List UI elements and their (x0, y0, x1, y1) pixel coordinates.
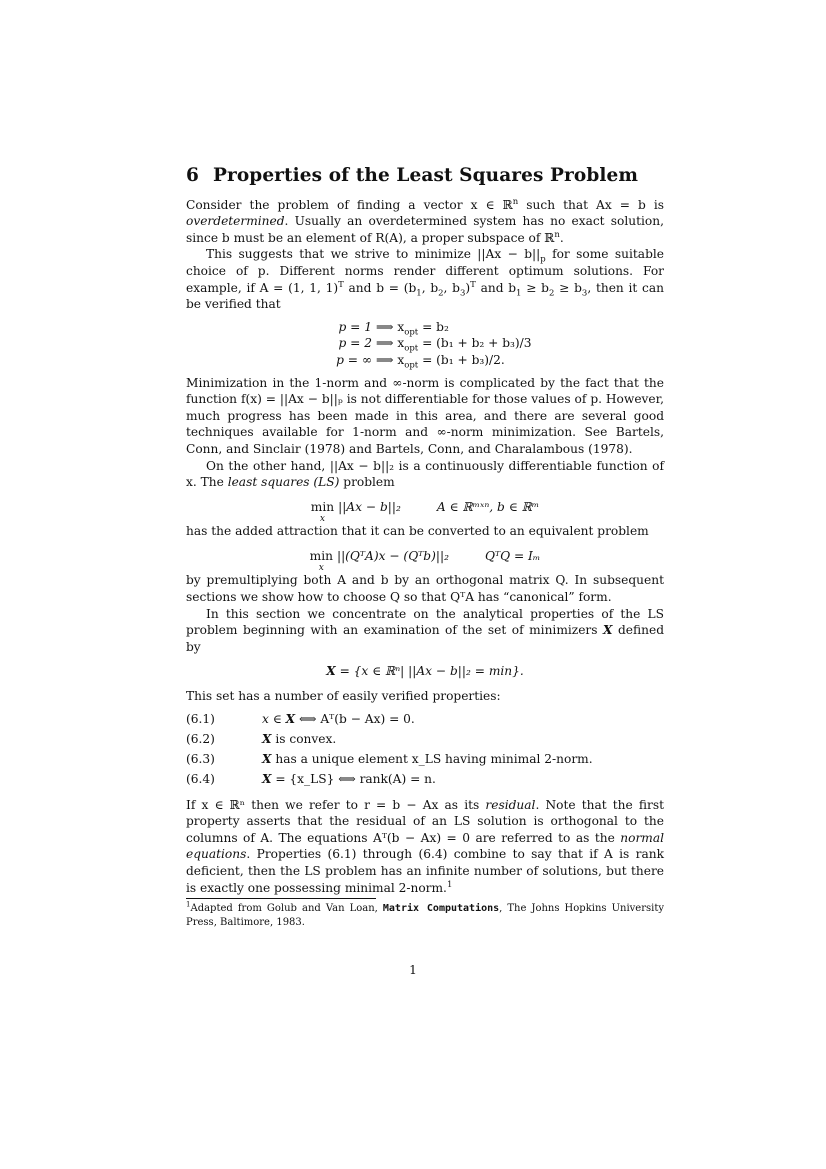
paragraph-4: On the other hand, ||Ax − b||₂ is a continuously differentiable function of x. The least squares (LS) problem (186, 458, 664, 490)
list-item: (6.2) X is convex. (186, 731, 337, 746)
paragraph-1: Consider the problem of finding a vector x ∈ ℝ$^n$ such that Ax = b is overdetermined. Usually an overdetermined system has no exact solution, since b must be an element of R(A), a proper subspace of ℝ$^n$. (186, 196, 664, 245)
footnote-reference[interactable]: 1 (446, 879, 453, 890)
list-item: (6.4) X = {x_LS} ⟺ rank(A) = n. (186, 771, 436, 786)
display-equation-qr: min x ||(QᵀA)x − (Qᵀb)||₂ QᵀQ = Iₘ (309, 548, 541, 573)
paragraph-3: Minimization in the 1-norm and ∞-norm is complicated by the fact that the function f(x) = ||Ax − b||ₚ is not differentiable for those values of p. However, much progress has been made in this area, and there are several good techniques available for 1-norm and ∞-norm minimization. See Bartels, Conn, and Sinclair (1978) and Bartels, Conn, and Charalambous (1978). (186, 375, 664, 456)
paragraph-8: This set has a number of easily verified properties: (186, 689, 501, 704)
page-body (186, 165, 665, 930)
list-item: (6.3) X has a unique element x_LS having minimal 2-norm. (186, 751, 593, 766)
page-number: 1 (409, 963, 417, 977)
display-equation-minimizers: X = {x ∈ ℝⁿ| ||Ax − b||₂ = min}. (326, 664, 524, 679)
paragraph-2: This suggests that we strive to minimize $||Ax - b||_p$ for some suitable choice of p. Different norms render different optimum solutions. For example, if A = (1, 1, 1)$^T$ and $b = (b_1$, $b_2$, $b_3)^T$ and $b_1 \ge b_2 \ge b_3$, then it can be verified that (186, 247, 665, 312)
property-list (186, 711, 664, 791)
section-number: 6 (186, 165, 199, 186)
section-heading (186, 165, 664, 186)
equation-row: p = 2 ⟹ $x_{opt} = (b_1 + b_2 + b_3)/3$ (338, 336, 532, 354)
equation-array (186, 319, 664, 369)
paragraph-5: has the added attraction that it can be converted to an equivalent problem (186, 524, 649, 539)
display-equation-ls: min x ||Ax − b||₂ A ∈ ℝᵐˣⁿ, b ∈ ℝᵐ (310, 499, 540, 524)
equation-row: p = 1 ⟹ $x_{opt} = b_2$ (338, 319, 449, 338)
footnote: $^1$Adapted from Golub and Van Loan, Matrix Computations, The Johns Hopkins University Press, Baltimore, 1983. (186, 900, 664, 929)
list-item: (6.1) x ∈ X ⟺ Aᵀ(b − Ax) = 0. (186, 711, 415, 726)
paragraph-7: In this section we concentrate on the analytical properties of the LS problem beginning with an examination of the set of minimizers X defined by (186, 606, 665, 654)
section-title: Properties of the Least Squares Problem (212, 165, 639, 186)
equation-row: p = ∞ ⟹ $x_{opt} = (b_1 + b_3)/2$. (336, 352, 505, 371)
paragraph-6: by premultiplying both A and b by an orthogonal matrix Q. In subsequent sections we show how to choose Q so that QᵀA has “canonical” form. (186, 573, 664, 605)
footnote-rule (186, 898, 376, 899)
paragraph-9: If x ∈ ℝⁿ then we refer to r = b − Ax as its residual. Note that the first property asserts that the residual of an LS solution is orthogonal to the columns of A. The equations Aᵀ(b − Ax) = 0 are referred to as the normal equations. Properties (6.1) through (6.4) combine to say that if A is rank deficient, then the LS problem has an infinite number of solutions, but there is exactly one possessing minimal 2-norm.$^1$ (186, 797, 664, 895)
